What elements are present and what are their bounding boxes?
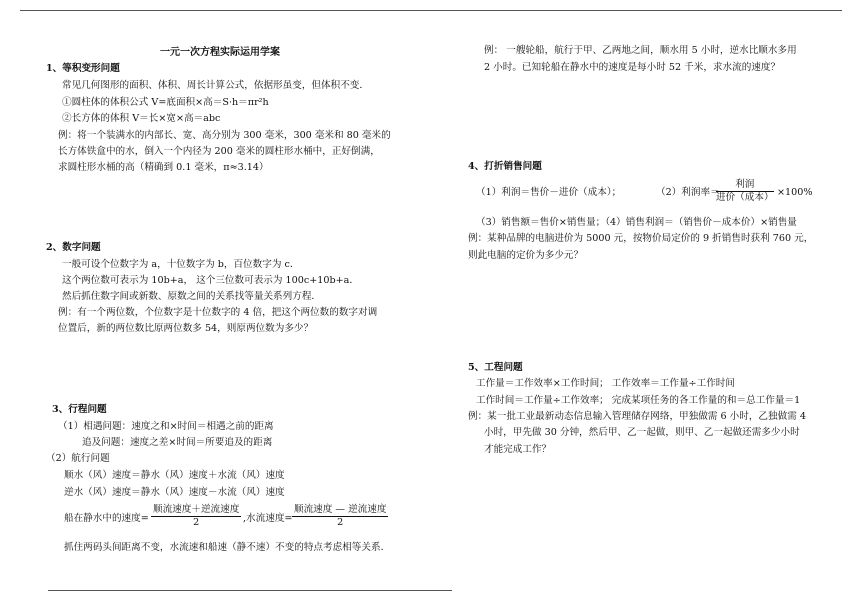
s4-line-2: （3）销售额＝售价×销售量；（4）销售利润＝（销售价－成本价）×销售量 xyxy=(476,217,797,228)
s3-line-6: 抓住两码头间距离不变，水流速和船速（静不速）不变的特点考虑相等关系． xyxy=(64,542,391,553)
s4-example-line-1: 例：某种品牌的电脑进价为 5000 元，按物价局定价的 9 折销售时获利 760 元， xyxy=(468,233,814,244)
s1-line-3: ②长方体的体积 V＝长×宽×高＝abc xyxy=(62,113,221,124)
right-example-line-2: 2 小时。已知轮船在静水中的速度是每小时 52 千米，求水流的速度？ xyxy=(484,62,781,73)
s3-formula-1-denominator: 2 xyxy=(193,517,200,528)
s4-formula-fraction xyxy=(716,179,774,204)
right-example-line-1: 例： 一艘轮船，航行于甲、乙两地之间，顺水用 5 小时，逆水比顺水多用 xyxy=(484,45,797,56)
bottom-rule xyxy=(48,590,452,591)
s3-formula-2-denominator: 2 xyxy=(337,517,344,528)
s1-line-1: 常见几何图形的面积、体积、周长计算公式，依据形虽变，但体积不变． xyxy=(62,80,369,91)
s1-example-line-2: 长方体铁盒中的水，倒入一个内径为 200 毫米的圆柱形水桶中，正好倒满， xyxy=(58,146,380,157)
s3-line-5: 逆水（风）速度＝静水（风）速度－水流（风）速度 xyxy=(64,487,285,498)
page-title: 一元一次方程实际运用学案 xyxy=(160,47,280,58)
s3-line-4: 顺水（风）速度＝静水（风）速度＋水流（风）速度 xyxy=(64,470,285,481)
s5-example-line-3: 才能完成工作？ xyxy=(484,444,552,455)
s1-line-2: ①圆柱体的体积公式 V=底面积×高＝S·h＝πr²h xyxy=(62,97,269,108)
s3-formula-2-numerator: 顺流速度 — 逆流速度 xyxy=(294,504,387,515)
s3-formula-1-numerator: 顺流速度＋逆流速度 xyxy=(153,504,240,515)
s5-line-2: 工作时间＝工作量÷工作效率； 完成某项任务的各工作量的和＝总工作量＝1 xyxy=(476,395,801,406)
s1-example-line-1: 例：将一个装满水的内部长、宽、高分别为 300 毫米，300 毫米和 80 毫米的 xyxy=(58,130,391,141)
s5-example-line-1: 例：某一批工业最新动态信息输入管理储存网络，甲独做需 6 小时，乙独做需 4 xyxy=(468,411,806,422)
s3-formula-1-prefix: 船在静水中的速度= xyxy=(64,513,149,524)
s5-line-1: 工作量＝工作效率×工作时间； 工作效率＝工作量÷工作时间 xyxy=(476,378,735,389)
section-4-heading: 4、打折销售问题 xyxy=(468,161,542,172)
section-2-heading: 2、数字问题 xyxy=(46,242,101,253)
s1-example-line-3: 求圆柱形水桶的高（精确到 0.1 毫米，π≈3.14） xyxy=(58,162,269,173)
s4-formula-denominator: 进价（成本） xyxy=(716,192,774,203)
top-rule xyxy=(20,10,842,11)
s4-formula-numerator: 利润 xyxy=(716,179,774,192)
section-1-heading: 1、等积变形问题 xyxy=(46,63,120,74)
s3-formula-2-prefix: ,水流速度= xyxy=(243,513,293,524)
s3-formula-1-fraction xyxy=(151,504,241,529)
s3-line-1: （1）相遇问题：速度之和×时间＝相遇之前的距离 xyxy=(58,421,274,432)
s2-example-line-2: 位置后，新的两位数比原两位数多 54，则原两位数为多少？ xyxy=(58,323,314,334)
s3-formula-2-fraction xyxy=(292,504,388,529)
s3-line-3: （2）航行问题 xyxy=(46,453,110,464)
s2-line-2: 这个两位数可表示为 10b+a， 这个三位数可表示为 100c+10b+a． xyxy=(62,275,359,286)
s4-formula-suffix: ×100% xyxy=(777,187,813,198)
s5-example-line-2: 小时，甲先做 30 分钟，然后甲、乙一起做，则甲、乙一起做还需多少小时 xyxy=(484,427,800,438)
section-3-heading: 3、行程问题 xyxy=(52,404,107,415)
s2-example-line-1: 例：有一个两位数，个位数字是十位数字的 4 倍，把这个两位数的数字对调 xyxy=(58,307,378,318)
s4-example-line-2: 则此电脑的定价为多少元？ xyxy=(468,250,584,261)
s2-line-3: 然后抓住数字间或新数、原数之间的关系找等量关系列方程． xyxy=(62,291,322,302)
s4-line-1: （1）利润＝售价－进价（成本）； xyxy=(476,187,622,198)
s3-line-2: 追及问题：速度之差×时间＝所要追及的距离 xyxy=(82,437,273,448)
s4-formula-prefix: （2）利润率＝ xyxy=(656,187,720,198)
section-5-heading: 5、工程问题 xyxy=(468,362,523,373)
s2-line-1: 一般可设个位数字为 a，十位数字为 b，百位数字为 c． xyxy=(62,259,300,270)
